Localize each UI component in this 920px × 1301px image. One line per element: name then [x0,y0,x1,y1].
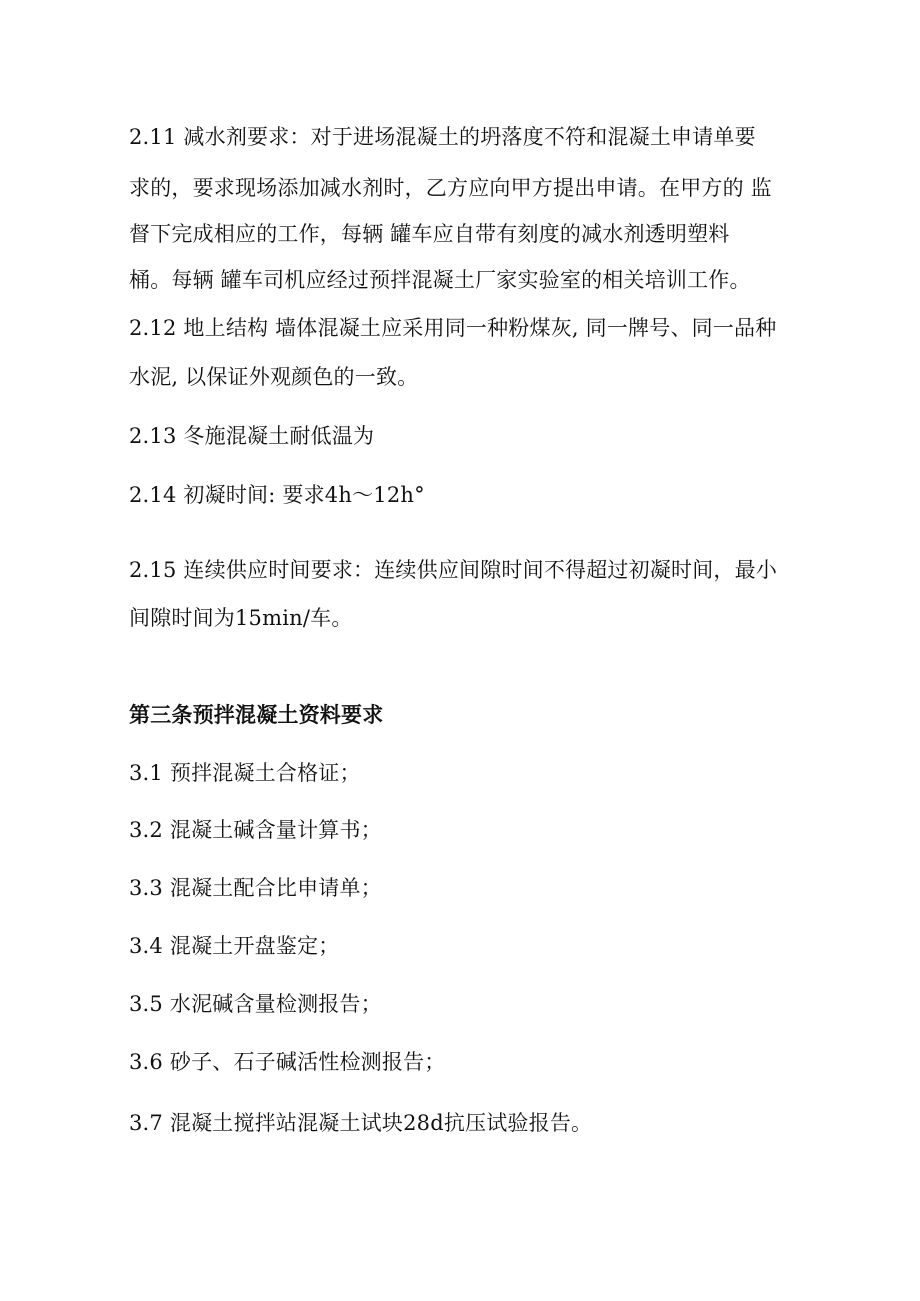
clause-2-12-line-1: 2.12 地上结构 墙体混凝土应采用同一种粉煤灰, 同一牌号、同一品种 [129,316,777,340]
clause-2-15-line-1: 2.15 连续供应时间要求：连续供应间隙时间不得超过初凝时间，最小 [129,558,778,582]
item-3-4: 3.4 混凝土开盘鉴定； [129,934,340,958]
item-3-3: 3.3 混凝土配合比申请单； [129,876,382,900]
item-3-2: 3.2 混凝土碱含量计算书； [129,818,382,842]
item-3-7: 3.7 混凝土搅拌站混凝土试块28d抗压试验报告。 [129,1111,593,1135]
clause-2-11-line-3: 督下完成相应的工作，每辆 罐车应自带有刻度的减水剂透明塑料 [129,222,730,246]
item-3-6: 3.6 砂子、石子碱活性检测报告； [129,1050,446,1074]
item-3-5: 3.5 水泥碱含量检测报告； [129,992,382,1016]
clause-2-12-line-2: 水泥, 以保证外观颜色的一致。 [129,365,419,389]
clause-2-11-line-2: 求的，要求现场添加减水剂时，乙方应向甲方提出申请。在甲方的 监 [129,176,772,200]
clause-2-13: 2.13 冬施混凝土耐低温为 [129,424,375,448]
item-3-1: 3.1 预拌混凝土合格证； [129,761,361,785]
section-3-heading: 第三条预拌混凝土资料要求 [129,702,384,727]
clause-2-11-line-1: 2.11 减水剂要求：对于进场混凝土的坍落度不符和混凝土申请单要 [129,125,756,149]
clause-2-11-line-4: 桶。每辆 罐车司机应经过预拌混凝土厂家实验室的相关培训工作。 [129,268,751,292]
clause-2-15-line-2: 间隙时间为15min/车。 [129,606,353,630]
clause-2-14: 2.14 初凝时间: 要求4h～12h° [129,483,425,507]
